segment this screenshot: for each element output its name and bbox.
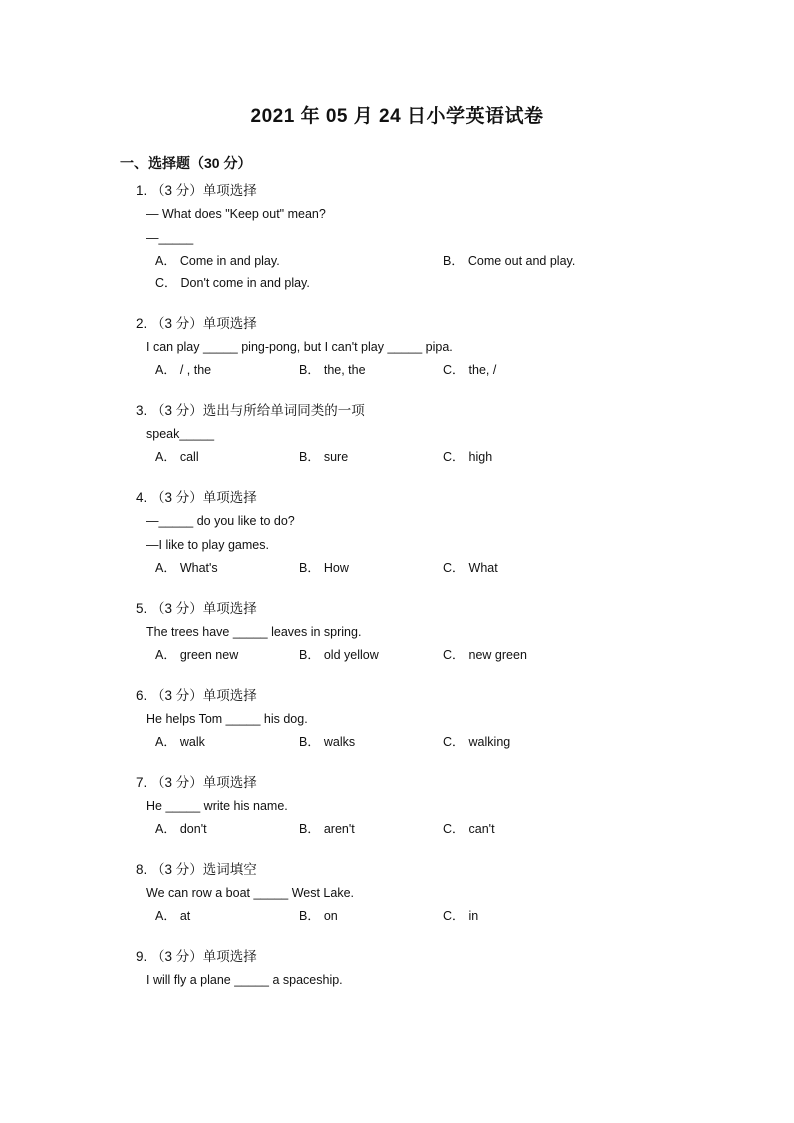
option-a[interactable] [155, 905, 190, 927]
question-header: 1. （3 分）单项选择 [136, 183, 257, 198]
option-text: old yellow [323, 648, 379, 662]
question-stem: The trees have _____ leaves in spring. [146, 625, 362, 639]
option-c[interactable] [443, 644, 527, 666]
option-text: What's [179, 561, 218, 575]
question-stem: He helps Tom _____ his dog. [146, 712, 308, 726]
option-text: aren't [323, 822, 355, 836]
option-letter: B． [299, 450, 320, 464]
question-list [0, 180, 794, 1011]
option-letter: C． [443, 363, 465, 377]
question-stem: —_____ do you like to do? [146, 514, 295, 528]
option-b[interactable] [299, 557, 349, 579]
option-text: walking [468, 735, 511, 749]
question-7 [0, 772, 794, 840]
option-text: Don't come in and play. [180, 276, 310, 290]
question-6 [0, 685, 794, 753]
option-letter: B． [299, 363, 320, 377]
option-b[interactable] [299, 818, 355, 840]
option-letter: A． [155, 561, 176, 575]
option-a[interactable] [155, 557, 218, 579]
question-stem: — What does "Keep out" mean? [146, 207, 326, 221]
option-letter: B． [443, 254, 464, 268]
option-letter: A． [155, 822, 176, 836]
option-list [0, 446, 794, 468]
option-text: at [179, 909, 191, 923]
question-header: 6. （3 分）单项选择 [136, 688, 257, 703]
section-heading: 一、选择题（30 分） [120, 155, 252, 171]
question-1 [0, 180, 794, 294]
option-a[interactable] [155, 644, 238, 666]
question-stem: —_____ [146, 231, 194, 245]
option-letter: A． [155, 363, 176, 377]
option-letter: B． [299, 822, 320, 836]
option-text: new green [468, 648, 527, 662]
question-header: 4. （3 分）单项选择 [136, 490, 257, 505]
question-stem: He _____ write his name. [146, 799, 288, 813]
option-a[interactable] [155, 731, 205, 753]
option-letter: A． [155, 648, 176, 662]
option-list [0, 905, 794, 927]
option-text: the, / [468, 363, 497, 377]
question-header: 5. （3 分）单项选择 [136, 601, 257, 616]
option-letter: B． [299, 735, 320, 749]
option-text: sure [323, 450, 349, 464]
option-list [0, 250, 794, 294]
option-text: the, the [323, 363, 366, 377]
option-letter: C． [443, 450, 465, 464]
option-letter: B． [299, 648, 320, 662]
question-4 [0, 487, 794, 579]
option-letter: A． [155, 909, 176, 923]
option-a[interactable] [155, 446, 199, 468]
option-b[interactable] [299, 644, 379, 666]
option-text: in [468, 909, 479, 923]
option-letter: B． [299, 561, 320, 575]
option-letter: C． [155, 276, 177, 290]
option-text: / , the [179, 363, 212, 377]
option-letter: C． [443, 561, 465, 575]
question-3 [0, 400, 794, 468]
question-stem: —I like to play games. [146, 538, 269, 552]
question-stem: speak_____ [146, 427, 215, 441]
option-letter: A． [155, 450, 176, 464]
option-list [0, 818, 794, 840]
question-header: 3. （3 分）选出与所给单词同类的一项 [136, 403, 365, 418]
option-list [0, 644, 794, 666]
option-a[interactable] [155, 818, 207, 840]
option-list [0, 359, 794, 381]
option-b[interactable] [299, 731, 355, 753]
page-title: 2021 年 05 月 24 日小学英语试卷 [250, 106, 544, 127]
option-text: on [323, 909, 338, 923]
question-header: 9. （3 分）单项选择 [136, 949, 257, 964]
option-letter: C． [443, 648, 465, 662]
option-letter: B． [299, 909, 320, 923]
option-c[interactable] [443, 731, 510, 753]
question-header: 2. （3 分）单项选择 [136, 316, 257, 331]
option-text: call [179, 450, 199, 464]
option-c[interactable] [443, 446, 492, 468]
question-stem: We can row a boat _____ West Lake. [146, 886, 354, 900]
option-list [0, 557, 794, 579]
option-text: walk [179, 735, 205, 749]
option-a[interactable] [155, 250, 280, 272]
question-9 [0, 946, 794, 992]
option-c[interactable] [443, 359, 496, 381]
option-c[interactable] [155, 272, 310, 294]
question-stem: I can play _____ ping-pong, but I can't play _____ pipa. [146, 340, 453, 354]
question-header: 8. （3 分）选词填空 [136, 862, 257, 877]
option-letter: A． [155, 735, 176, 749]
option-b[interactable] [299, 359, 366, 381]
question-8 [0, 859, 794, 927]
option-b[interactable] [443, 250, 575, 272]
question-stem: I will fly a plane _____ a spaceship. [146, 973, 343, 987]
option-letter: A． [155, 254, 176, 268]
option-text: Come out and play. [467, 254, 576, 268]
option-letter: C． [443, 909, 465, 923]
option-text: What [468, 561, 498, 575]
question-header: 7. （3 分）单项选择 [136, 775, 257, 790]
option-text: can't [468, 822, 495, 836]
option-letter: C． [443, 822, 465, 836]
option-text: How [323, 561, 349, 575]
option-c[interactable] [443, 557, 498, 579]
option-list [0, 731, 794, 753]
question-5 [0, 598, 794, 666]
option-text: don't [179, 822, 207, 836]
option-text: walks [323, 735, 356, 749]
option-c[interactable] [443, 905, 478, 927]
option-text: high [468, 450, 493, 464]
option-text: green new [179, 648, 239, 662]
option-b[interactable] [299, 446, 348, 468]
option-b[interactable] [299, 905, 338, 927]
option-a[interactable] [155, 359, 211, 381]
option-text: Come in and play. [179, 254, 280, 268]
option-c[interactable] [443, 818, 495, 840]
option-letter: C． [443, 735, 465, 749]
question-2 [0, 313, 794, 381]
